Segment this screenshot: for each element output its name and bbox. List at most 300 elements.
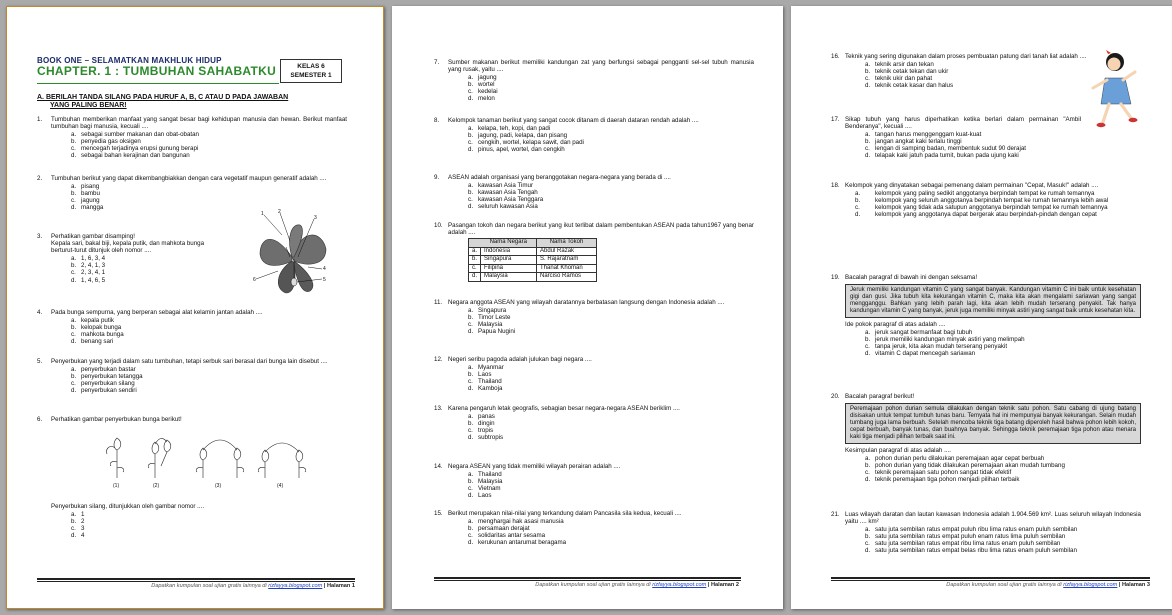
options <box>468 307 754 335</box>
answer-option[interactable] <box>865 350 1141 357</box>
answer-option[interactable] <box>71 197 347 204</box>
question-6-continued <box>37 503 347 539</box>
answer-option[interactable] <box>855 211 1141 219</box>
options <box>468 364 754 392</box>
answer-option[interactable] <box>468 420 754 427</box>
options <box>71 511 347 539</box>
question-text: ASEAN adalah organisasi yang beranggotakan negara-negara yang berada di .... <box>448 174 671 181</box>
option-letter: a. <box>468 125 474 133</box>
semester-label: SEMESTER 1 <box>290 72 332 79</box>
question-text: Ide pokok paragraf di atas adalah .... <box>845 320 946 328</box>
option-letter: d. <box>71 276 77 284</box>
option-text: bambu <box>81 190 100 198</box>
option-text: Laos <box>478 371 492 379</box>
answer-option[interactable] <box>865 547 1141 554</box>
answer-option[interactable] <box>865 336 1141 343</box>
question-text: Pada bunga sempurna, yang berperan sebagai alat kelamin jantan adalah .... <box>51 309 263 316</box>
question-number: 3. <box>37 233 43 240</box>
option-text: solidaritas antar sesama <box>478 532 546 540</box>
option-letter: d. <box>865 547 871 555</box>
question-number: 12. <box>434 356 443 363</box>
question-13 <box>434 405 754 441</box>
option-letter: d. <box>468 203 474 211</box>
answer-option[interactable] <box>468 525 754 532</box>
option-text: melon <box>478 95 495 103</box>
question-text: Tumbuhan memberikan manfaat yang sangat besar bagi kehidupan manusia dan hewan. Berikut manfaat tumbuhan bagi manusia, kecuali .... <box>51 116 347 131</box>
option-letter: a. <box>865 454 871 462</box>
option-text: kelompok yang tidak ada satupun anggotanya berpindah tempat ke rumah temannya <box>875 204 1108 212</box>
answer-option[interactable] <box>71 269 247 276</box>
question-text: Karena pengaruh letak geografis, sebagian besar negara-negara ASEAN beriklim .... <box>448 405 680 412</box>
answer-option[interactable] <box>71 152 347 159</box>
running-girl-illustration <box>1081 48 1143 132</box>
option-text: kelompok yang anggotanya dapat bergerak atau berpindah-pindah dengan cepat <box>875 211 1097 219</box>
option-letter: b. <box>468 314 474 322</box>
option-text: satu juta sembilan ratus empat puluh enam ratus lima puluh sembilan <box>875 533 1066 541</box>
answer-option[interactable] <box>468 307 754 314</box>
option-letter: a. <box>468 364 474 372</box>
answer-option[interactable] <box>468 539 754 546</box>
option-letter: a. <box>468 182 474 190</box>
question-text: Perhatikan gambar penyerbukan bunga berikut! <box>51 416 182 423</box>
option-text: pohon durian yang tidak dilakukan peremajaan akan mudah tumbang <box>875 461 1065 469</box>
answer-option[interactable] <box>468 132 754 139</box>
document-page-1 <box>6 6 384 609</box>
option-letter: d. <box>865 82 871 90</box>
option-text: tanpa jeruk, kita akan mudah terserang penyakit <box>875 343 1008 350</box>
section-a-instruction <box>37 94 337 110</box>
option-letter: b. <box>468 81 474 89</box>
question-4 <box>37 309 347 345</box>
option-letter: b. <box>865 461 871 469</box>
answer-option[interactable] <box>865 138 1081 145</box>
answer-option[interactable] <box>468 492 754 499</box>
answer-option[interactable] <box>71 338 347 345</box>
option-letter: a. <box>71 183 77 191</box>
option-letter: d. <box>855 211 861 219</box>
option-letter: a. <box>468 471 474 479</box>
answer-option[interactable] <box>468 478 754 485</box>
table-row <box>469 273 597 282</box>
option-letter: c. <box>865 468 870 476</box>
question-text: Sikap tubuh yang harus diperhatikan ketika berlari dalam permainan "Ambil Benderanya", kecuali .... <box>845 116 1081 131</box>
table-cell: Thanat Khoman <box>537 264 597 273</box>
answer-option[interactable] <box>865 476 1141 483</box>
option-text: kawasan Asia Timur <box>478 182 534 190</box>
question-text: Tumbuhan berikut yang dapat dikembangbiakkan dengan cara vegetatif maupun generatif adalah .... <box>51 175 327 182</box>
answer-option[interactable] <box>468 364 754 371</box>
option-letter: c. <box>468 378 473 386</box>
answer-option[interactable] <box>468 532 754 539</box>
options <box>855 190 1141 219</box>
option-letter: c. <box>468 139 473 147</box>
option-letter: c. <box>855 204 860 212</box>
option-letter: a. <box>468 518 474 526</box>
answer-option[interactable] <box>865 329 1141 336</box>
question-12 <box>434 356 754 392</box>
question-number: 11. <box>434 299 443 306</box>
document-page-3 <box>791 6 1172 609</box>
answer-option[interactable] <box>468 314 754 321</box>
flower-label: 3 <box>314 215 317 221</box>
option-text: Singapura <box>478 307 507 315</box>
table-row <box>469 264 597 273</box>
answer-option[interactable] <box>865 526 1141 533</box>
question-number: 14. <box>434 463 443 470</box>
footer-link[interactable]: rizfayya.blogspot.com <box>652 582 707 588</box>
option-letter: d. <box>468 434 474 442</box>
question-8 <box>434 117 754 153</box>
question-number: 5. <box>37 358 43 365</box>
answer-option[interactable] <box>468 125 754 132</box>
class-box <box>280 59 342 83</box>
option-letter: b. <box>71 190 77 198</box>
options <box>865 329 1141 357</box>
option-letter: b. <box>855 197 861 205</box>
options <box>865 526 1141 554</box>
answer-option[interactable] <box>468 189 754 196</box>
option-letter: c. <box>865 540 870 548</box>
option-text: pisang <box>81 183 100 191</box>
asean-founders-table <box>468 238 597 282</box>
answer-option[interactable] <box>71 324 347 331</box>
option-letter: c. <box>468 88 473 96</box>
option-text: jagung, padi, kelapa, dan pisang <box>478 132 568 140</box>
option-letter: d. <box>468 385 474 393</box>
question-17 <box>831 116 1081 160</box>
answer-option[interactable] <box>468 74 754 81</box>
answer-option[interactable] <box>71 331 347 338</box>
pollination-label: (4) <box>277 483 284 489</box>
option-letter: d. <box>468 492 474 500</box>
option-text: jagung <box>478 74 497 82</box>
option-text: pohon durian perlu dilakukan peremajaan agar cepat berbuah <box>875 454 1045 462</box>
option-letter: c. <box>468 532 473 540</box>
flower-label: 4 <box>323 266 326 272</box>
answer-option[interactable] <box>71 373 347 380</box>
question-3 <box>37 233 247 284</box>
answer-option[interactable] <box>71 387 347 394</box>
option-text: satu juta sembilan ratus empat belas ribu lima ratus enam puluh sembilan <box>875 547 1077 555</box>
option-letter: b. <box>468 478 474 486</box>
option-text: kelompok yang seluruh anggotanya berpindah tempat ke rumah temannya lebih awal <box>875 197 1109 205</box>
answer-option[interactable] <box>468 203 754 210</box>
option-text: mahkota bunga <box>81 331 124 339</box>
option-text: 1 <box>81 511 85 519</box>
option-letter: b. <box>468 132 474 140</box>
answer-option[interactable] <box>468 95 754 102</box>
option-letter: b. <box>71 262 77 270</box>
answer-option[interactable] <box>71 138 347 145</box>
option-text: Malaysia <box>478 321 503 329</box>
pollination-label: (2) <box>153 483 160 489</box>
footer-divider <box>831 577 1150 579</box>
option-text: teknik arsir dan tekan <box>875 61 934 69</box>
question-text: Pasangan tokoh dan negara berikut yang ikut terlibat dalam pembentukan ASEAN pada tahun1967 yang benar adalah .... <box>448 222 754 237</box>
option-text: tangan harus menggenggam kuat-kuat <box>875 131 982 139</box>
answer-option[interactable] <box>71 145 347 152</box>
option-letter: c. <box>71 331 76 339</box>
option-text: jeruk sangat bermanfaat bagi tubuh <box>875 328 973 336</box>
table-cell: b. <box>469 256 481 265</box>
option-text: kerukunan antarumat beragama <box>478 539 567 547</box>
question-number: 7. <box>434 59 440 66</box>
option-letter: d. <box>865 152 871 160</box>
question-7 <box>434 59 754 103</box>
question-14 <box>434 463 754 499</box>
question-number: 8. <box>434 117 440 124</box>
answer-option[interactable] <box>71 525 347 532</box>
answer-option[interactable] <box>468 427 754 434</box>
answer-option[interactable] <box>71 262 247 269</box>
question-number: 9. <box>434 174 440 181</box>
footer-divider-thin <box>37 581 355 582</box>
option-letter: a. <box>865 61 871 69</box>
option-text: satu juta sembilan ratus empat puluh ribu lima ratus enam puluh sembilan <box>875 526 1078 534</box>
option-text: tropis <box>478 427 494 435</box>
question-10 <box>434 222 754 282</box>
answer-option[interactable] <box>71 518 347 525</box>
answer-option[interactable] <box>865 152 1081 159</box>
question-text: Berikut merupakan nilai-nilai yang terkandung dalam Pancasila sila kedua, kecuali .... <box>448 510 682 517</box>
option-letter: c. <box>71 525 76 533</box>
table-cell: Abdul Razak <box>537 247 597 256</box>
book-title: BOOK ONE – SELAMATKAN MAKHLUK HIDUP <box>37 56 222 65</box>
answer-option[interactable] <box>71 131 347 138</box>
section-a-line-1: A. BERILAH TANDA SILANG PADA HURUF A, B, C ATAU D PADA JAWABAN <box>37 94 289 101</box>
option-text: satu juta sembilan ratus empat ribu lima ratus enam puluh sembilan <box>875 540 1061 548</box>
question-text: Penyerbukan silang, ditunjukkan oleh gambar nomor .... <box>51 503 205 510</box>
option-letter: a. <box>71 366 77 374</box>
answer-option[interactable] <box>865 145 1081 152</box>
page-number: | Halaman 3 <box>1118 582 1150 588</box>
table-header-cell: Nama Tokoh <box>537 239 597 248</box>
answer-option[interactable] <box>468 321 754 328</box>
option-text: lengan di samping badan, membentuk sudut 90 derajat <box>875 145 1027 153</box>
answer-option[interactable] <box>71 255 247 262</box>
footer-link[interactable]: rizfayya.blogspot.com <box>1063 582 1118 588</box>
answer-option[interactable] <box>865 343 1141 350</box>
reading-paragraph: Jeruk memiliki kandungan vitamin C yang sangat banyak. Kandungan vitamin C ini baik untuk kesehatan gigi dan gusi. Jika tubuh kita kekurangan vitamin C, maka kita akan mengalami sariawan yang sangat mengganggu. Bahkan yang lebih parah lagi, kita akan lebih mudah terserang penyakit. Tak hanya kandungan vitamin C yang banyak, jeruk juga memiliki minyak astiri yang sangat baik untuk kesehatan kita. <box>845 284 1141 318</box>
option-text: dingin <box>478 420 495 428</box>
option-text: 2 <box>81 518 85 526</box>
answer-option[interactable] <box>865 540 1141 547</box>
answer-option[interactable] <box>865 455 1141 462</box>
answer-option[interactable] <box>468 146 754 153</box>
question-number: 18. <box>831 182 840 189</box>
option-text: teknik cetak tekan dan ukir <box>875 68 949 76</box>
table-cell: Narciso Ramos <box>537 273 597 282</box>
answer-option[interactable] <box>71 380 347 387</box>
option-text: Myanmar <box>478 364 504 372</box>
table-cell: Filipina <box>481 264 537 273</box>
options <box>468 182 754 210</box>
answer-option[interactable] <box>855 190 1141 198</box>
footer-text: Dapatkan kumpulan soal ujian gratis lainnya di <box>535 582 651 588</box>
question-9 <box>434 174 754 210</box>
option-text: jagung <box>81 197 100 205</box>
answer-option[interactable] <box>865 462 1141 469</box>
option-letter: c. <box>865 343 870 350</box>
question-text: Negara ASEAN yang tidak memiliki wilayah perairan adalah .... <box>448 463 621 470</box>
question-text: Sumber makanan berikut memiliki kandungan zat yang berfungsi sebagai pengganti sel-sel tubuh manusia yang rusak, yaitu .... <box>448 59 754 74</box>
question-text: Penyerbukan yang terjadi dalam satu tumbuhan, tetapi serbuk sari berasal dari bunga lain disebut .... <box>51 358 328 365</box>
table-cell: a. <box>469 247 481 256</box>
option-text: menghargai hak asasi manusia <box>478 518 564 526</box>
flower-label: 6 <box>253 277 256 283</box>
options <box>468 74 754 102</box>
answer-option[interactable] <box>855 204 1141 212</box>
flower-label: 2 <box>278 209 281 215</box>
answer-option[interactable] <box>855 197 1141 205</box>
option-text: Thailand <box>478 378 502 386</box>
answer-option[interactable] <box>865 131 1081 138</box>
answer-option[interactable] <box>71 277 247 284</box>
question-number: 2. <box>37 175 43 182</box>
option-text: jeruk memiliki kandungan minyak astiri yang melimpah <box>875 335 1025 343</box>
options <box>865 131 1081 159</box>
option-letter: a. <box>865 526 871 534</box>
answer-option[interactable] <box>865 469 1141 476</box>
question-text: Negara anggota ASEAN yang wilayah daratannya berbatasan langsung dengan Indonesia adalah .... <box>448 299 725 306</box>
option-text: sebagai sumber makanan dan obat-obatan <box>81 131 199 139</box>
answer-option[interactable] <box>468 139 754 146</box>
question-number: 21. <box>831 511 840 518</box>
option-letter: a. <box>468 307 474 315</box>
option-letter: c. <box>468 196 473 204</box>
page-footer <box>946 582 1150 589</box>
option-text: pinus, apel, wortel, dan cengkih <box>478 146 565 154</box>
question-text: Kelompok tanaman berikut yang sangat cocok ditanam di daerah dataran rendah adalah .... <box>448 117 699 124</box>
option-text: benang sari <box>81 338 114 346</box>
answer-option[interactable] <box>71 317 347 324</box>
pollination-diagram <box>99 434 319 489</box>
options <box>468 413 754 441</box>
answer-option[interactable] <box>468 328 754 335</box>
answer-option[interactable] <box>468 471 754 478</box>
answer-option[interactable] <box>71 190 347 197</box>
option-text: penyerbukan silang <box>81 380 135 388</box>
option-text: kepala putik <box>81 317 115 325</box>
table-cell: Malaysia <box>481 273 537 282</box>
options <box>468 518 754 546</box>
page-number: | Halaman 1 <box>323 583 355 589</box>
option-text: kedelai <box>478 88 498 96</box>
footer-text: Dapatkan kumpulan soal ujian gratis lainnya di <box>151 583 267 589</box>
answer-option[interactable] <box>468 518 754 525</box>
answer-option[interactable] <box>468 434 754 441</box>
answer-option[interactable] <box>468 81 754 88</box>
question-number: 6. <box>37 416 43 423</box>
options <box>71 131 347 159</box>
answer-option[interactable] <box>71 183 347 190</box>
answer-option[interactable] <box>468 485 754 492</box>
option-text: teknik peremajaan satu pohon sangat tidak efektif <box>875 468 1012 476</box>
answer-option[interactable] <box>468 88 754 95</box>
table-cell: Singapura <box>481 256 537 265</box>
option-text: Laos <box>478 492 492 500</box>
option-text: kelapa, teh, kopi, dan padi <box>478 125 551 133</box>
table-row <box>469 256 597 265</box>
option-letter: a. <box>865 131 871 139</box>
option-letter: d. <box>865 350 871 358</box>
option-letter: a. <box>71 511 77 519</box>
question-18 <box>831 182 1141 218</box>
table-header-row <box>469 239 597 248</box>
option-text: 3 <box>81 525 85 533</box>
option-text: sebagai bahan kerajinan dan bangunan <box>81 152 190 160</box>
question-number: 13. <box>434 405 443 412</box>
answer-option[interactable] <box>865 533 1141 540</box>
option-text: teknik peremajaan tiga pohon menjadi pilihan terbaik <box>875 476 1020 483</box>
options <box>71 183 347 211</box>
question-text: Luas wilayah daratan dan lautan kawasan Indonesia adalah 1.904.569 km². Luas seluruh wilayah Indonesia yaitu .... km² <box>845 511 1141 526</box>
footer-text: Dapatkan kumpulan soal ujian gratis lainnya di <box>946 582 1062 588</box>
option-letter: d. <box>468 539 474 547</box>
option-letter: d. <box>468 146 474 154</box>
option-letter: a. <box>468 74 474 82</box>
question-text: Teknik yang sering digunakan dalam proses pembuatan patung dari tanah liat adalah .... <box>845 53 1087 60</box>
answer-option[interactable] <box>71 532 347 539</box>
answer-option[interactable] <box>468 196 754 203</box>
option-text: teknik cetak kasar dan halus <box>875 82 954 90</box>
option-text: mencegah terjadinya erupsi gunung berapi <box>81 145 199 153</box>
option-letter: a. <box>855 190 861 198</box>
footer-divider <box>37 578 355 580</box>
question-15 <box>434 510 754 546</box>
option-text: subtropis <box>478 434 504 442</box>
option-text: jangan angkat kaki terlalu tinggi <box>875 138 962 146</box>
option-text: penyerbukan bastar <box>81 366 136 374</box>
answer-option[interactable] <box>468 385 754 392</box>
question-number: 20. <box>831 393 840 400</box>
answer-option[interactable] <box>468 182 754 189</box>
question-text: Bacalah paragraf di bawah ini dengan seksama! <box>845 274 978 281</box>
option-letter: a. <box>71 255 77 263</box>
footer-divider-thin <box>434 580 741 581</box>
page-footer <box>535 582 739 589</box>
question-text-line: Perhatikan gambar disamping! <box>51 233 135 240</box>
question-20 <box>831 393 1141 483</box>
option-text: 2, 3, 4, 1 <box>81 269 106 277</box>
table-header-cell <box>469 239 481 248</box>
option-letter: b. <box>865 138 871 146</box>
answer-option[interactable] <box>468 371 754 378</box>
reading-paragraph: Peremajaan pohon durian semula dilakukan dengan teknik satu pohon. Satu cabang di ujung batang disisakan untuk tempat tumbuh tunas baru. Ternyata hal ini mempunyai banyak kekurangan. Selain mudah tumbang juga lama berbuah. Setelah mencoba teknik tiga batang diperoleh hasil bahwa pohon lebih kokoh, cepat berbuah, banyak tunas, dan buahnya banyak. Sehingga teknik peremajaan tiga pohon atau menara kaki tiga menjadi pilihan terbaik saat ini. <box>845 403 1141 444</box>
answer-option[interactable] <box>71 511 347 518</box>
option-text: persamaan derajat <box>478 525 530 533</box>
question-number: 16. <box>831 53 840 60</box>
answer-option[interactable] <box>468 378 754 385</box>
option-text: 2, 4, 1, 3 <box>81 262 106 270</box>
option-letter: b. <box>468 189 474 197</box>
footer-link[interactable]: rizfayya.blogspot.com <box>268 583 323 589</box>
page-number: | Halaman 2 <box>707 582 739 588</box>
question-21 <box>831 511 1141 555</box>
footer-divider-thin <box>831 580 1150 581</box>
page-footer <box>151 583 355 590</box>
option-letter: c. <box>468 321 473 329</box>
document-page-2 <box>392 6 783 609</box>
option-text: telapak kaki jatuh pada tumit, bukan pada ujung kaki <box>875 152 1019 160</box>
header-divider <box>37 83 279 84</box>
answer-option[interactable] <box>468 413 754 420</box>
answer-option[interactable] <box>71 366 347 373</box>
table-cell: c. <box>469 264 481 273</box>
option-letter: c. <box>71 380 76 388</box>
option-text: kawasan Asia Tengah <box>478 189 538 197</box>
option-letter: b. <box>71 138 77 146</box>
